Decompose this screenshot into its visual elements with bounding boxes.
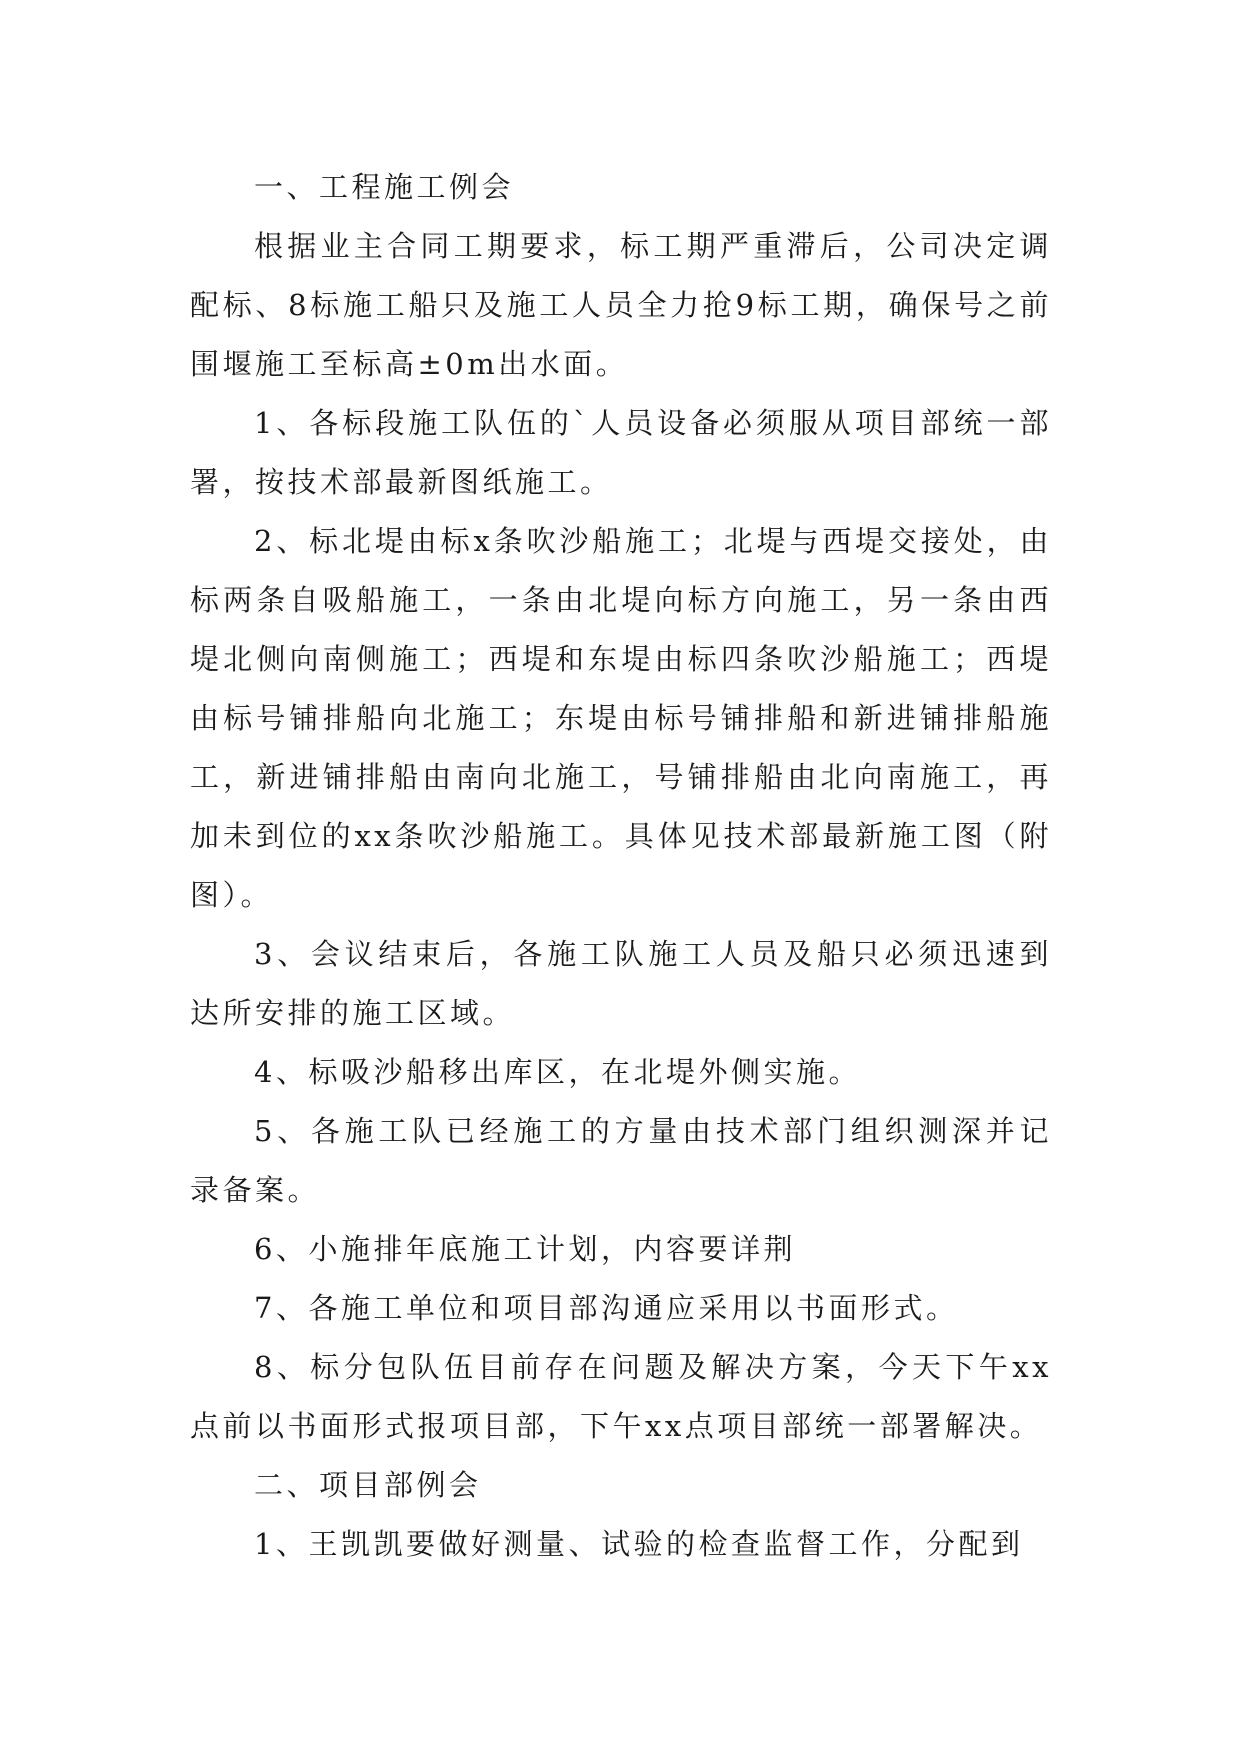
project-item-1: 1、王凯凯要做好测量、试验的检查监督工作，分配到 xyxy=(254,1527,1024,1561)
section-heading-construction-meeting: 一、工程施工例会 xyxy=(254,170,515,204)
list-item-2: 2、标北堤由标x条吹沙船施工；北堤与西堤交接处，由标两条自吸船施工，一条由北堤向标方向施工，另一条由西堤北侧向南侧施工；西堤和东堤由标四条吹沙船施工；西堤由标号铺排船向北施工；东堤由标号铺排船和新进铺排船施工，新进铺排船由南向北施工，号铺排船由北向南施工，再加未到位的xx条吹沙船施工。具体见技术部最新施工图（附图）。 xyxy=(190,524,1052,912)
list-item-7: 7、各施工单位和项目部沟通应采用以书面形式。 xyxy=(254,1291,959,1325)
paragraph-intro: 根据业主合同工期要求，标工期严重滞后，公司决定调配标、8标施工船只及施工人员全力抢9标工期，确保号之前围堰施工至标高±0m出水面。 xyxy=(190,229,1052,381)
document-body xyxy=(190,158,1052,1574)
list-item-4: 4、标吸沙船移出库区，在北堤外侧实施。 xyxy=(254,1055,861,1089)
list-item-5: 5、各施工队已经施工的方量由技术部门组织测深并记录备案。 xyxy=(190,1114,1052,1207)
list-item-6: 6、小施排年底施工计划，内容要详荆 xyxy=(254,1232,796,1266)
list-item-8: 8、标分包队伍目前存在问题及解决方案，今天下午xx点前以书面形式报项目部，下午xx点项目部统一部署解决。 xyxy=(190,1350,1052,1443)
list-item-3: 3、会议结束后，各施工队施工人员及船只必须迅速到达所安排的施工区域。 xyxy=(190,937,1052,1030)
list-item-1: 1、各标段施工队伍的`人员设备必须服从项目部统一部署，按技术部最新图纸施工。 xyxy=(190,406,1052,499)
section-heading-project-meeting: 二、项目部例会 xyxy=(254,1468,482,1502)
